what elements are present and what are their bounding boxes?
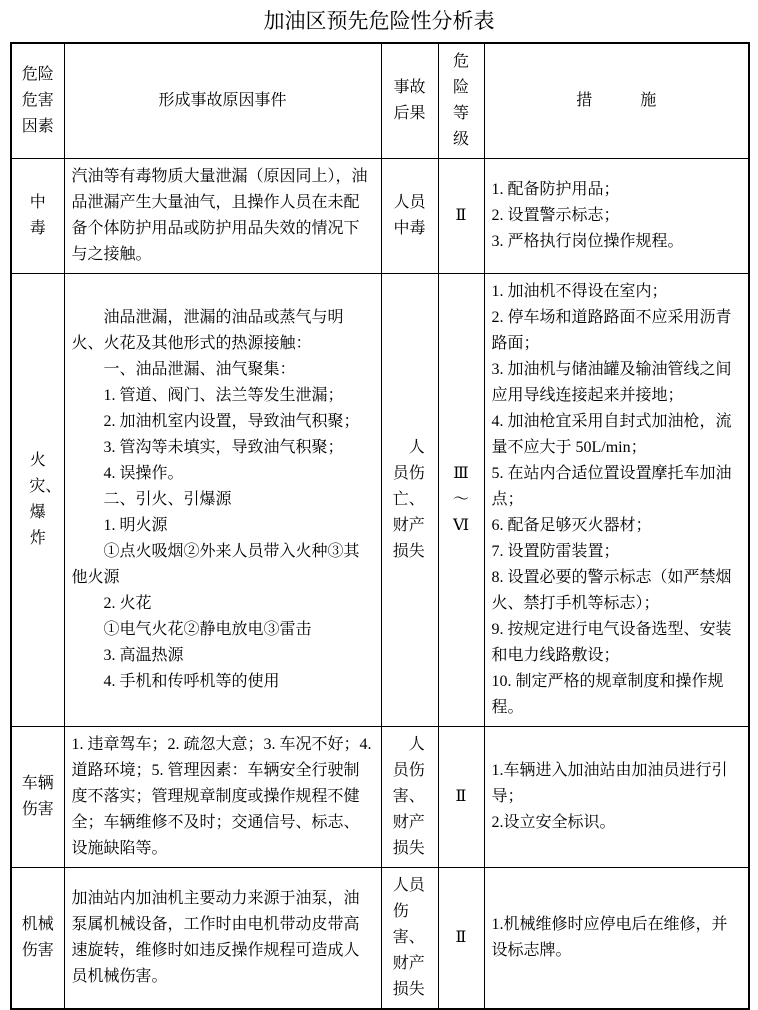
consequence-text: 人员伤害、财产损失 — [392, 877, 425, 998]
paragraph: 4. 加油枪宜采用自封式加油枪，流量不应大于 50L/min； — [491, 413, 732, 456]
paragraph: 7. 设置防雷装置； — [491, 543, 620, 560]
consequence-text: 人员中毒 — [393, 194, 426, 237]
paragraph: ①电气火花②静电放电③雷击 — [103, 621, 312, 638]
header-measures-label: 措 施 — [576, 92, 657, 109]
cause-cell — [64, 868, 381, 1010]
paragraph: 1. 加油机不得设在室内； — [491, 283, 668, 300]
consequence-text: 人员伤亡、财产损失 — [392, 439, 425, 560]
cause-cell — [64, 159, 381, 274]
paragraph: 10. 制定严格的规章制度和操作规程。 — [491, 673, 724, 716]
paragraph: 3. 严格执行岗位操作规程。 — [491, 233, 684, 250]
paragraph: 油品泄漏，泄漏的油品或蒸气与明火、火花及其他形式的热源接触： — [71, 309, 344, 352]
paragraph: 4. 手机和传呼机等的使用 — [103, 673, 280, 690]
paragraph: 1. 管道、阀门、法兰等发生泄漏； — [103, 387, 344, 404]
header-cause-label: 形成事故原因事件 — [158, 92, 287, 109]
level-cell — [438, 274, 484, 727]
table-row-vehicle-injury — [11, 727, 749, 868]
paragraph: 8. 设置必要的警示标志（如严禁烟火、禁打手机等标志）； — [491, 569, 732, 612]
paragraph: 1. 配备防护用品； — [491, 181, 620, 198]
paragraph: 1.机械维修时应停电后在维修，并设标志牌。 — [491, 916, 728, 959]
level-cell — [438, 727, 484, 868]
factor-cell — [11, 727, 64, 868]
paragraph: 2. 设置警示标志； — [491, 207, 620, 224]
paragraph: ①点火吸烟②外来人员带入火种③其他火源 — [71, 543, 360, 586]
table-row-fire-explosion — [11, 274, 749, 727]
factor-label: 车辆伤害 — [21, 775, 54, 818]
paragraph: 5. 在站内合适位置设置摩托车加油点； — [491, 465, 732, 508]
factor-label: 火灾、爆炸 — [29, 452, 62, 547]
header-cell-level — [438, 43, 484, 159]
paragraph: 2. 停车场和道路路面不应采用沥青路面； — [491, 309, 732, 352]
paragraph: 9. 按规定进行电气设备选型、安装和电力线路敷设； — [491, 621, 732, 664]
header-factor-label: 危险危害因素 — [21, 66, 54, 135]
factor-label: 机械伤害 — [21, 916, 54, 959]
level-text: Ⅲ～Ⅵ — [452, 465, 470, 534]
page-title: 加油区预先危险性分析表 — [263, 9, 495, 33]
table-row-mechanical-injury — [11, 868, 749, 1010]
paragraph: 二、引火、引爆源 — [103, 491, 232, 508]
header-cell-cause — [64, 43, 381, 159]
consequence-cell — [381, 868, 438, 1010]
cause-cell — [64, 274, 381, 727]
header-cell-factor — [11, 43, 64, 159]
level-cell — [438, 868, 484, 1010]
paragraph: 加油站内加油机主要动力来源于油泵，油泵属机械设备，工作时由电机带动皮带高速旋转，维修时如违反操作规程可造成人员机械伤害。 — [71, 890, 360, 985]
cause-cell — [64, 727, 381, 868]
measures-cell — [484, 159, 749, 274]
level-text: Ⅱ — [455, 788, 467, 805]
paragraph: 1. 明火源 — [103, 517, 168, 534]
consequence-cell — [381, 727, 438, 868]
paragraph: 2. 火花 — [103, 595, 152, 612]
paragraph: 汽油等有毒物质大量泄漏（原因同上），油品泄漏产生大量油气，且操作人员在未配备个体防护用品或防护用品失效的情况下与之接触。 — [71, 168, 368, 263]
paragraph: 1. 违章驾车；2. 疏忽大意；3. 车况不好；4. 道路环境；5. 管理因素：车辆安全行驶制度不落实；管理规章制度或操作规程不健全；车辆维修不及时；交通信号、标志、设施缺陷等。 — [71, 736, 372, 857]
paragraph: 3. 高温热源 — [103, 647, 184, 664]
paragraph: 4. 误操作。 — [103, 465, 184, 482]
consequence-text: 人员伤害、财产损失 — [392, 736, 425, 857]
paragraph: 2.设立安全标识。 — [491, 814, 616, 831]
measures-cell — [484, 727, 749, 868]
factor-label: 中毒 — [29, 194, 46, 237]
paragraph: 2. 加油机室内设置，导致油气积聚； — [103, 413, 360, 430]
factor-cell — [11, 274, 64, 727]
paragraph: 一、油品泄漏、油气聚集： — [103, 361, 296, 378]
level-text: Ⅱ — [455, 207, 467, 224]
measures-cell — [484, 868, 749, 1010]
paragraph: 6. 配备足够灭火器材； — [491, 517, 652, 534]
table-header-row — [11, 43, 749, 159]
factor-cell — [11, 159, 64, 274]
header-cell-consequence — [381, 43, 438, 159]
header-consequence-label: 事故后果 — [393, 79, 426, 122]
factor-cell — [11, 868, 64, 1010]
measures-cell — [484, 274, 749, 727]
hazard-analysis-table — [10, 42, 750, 1010]
table-row-poisoning — [11, 159, 749, 274]
header-level-label: 危险等级 — [452, 53, 469, 148]
consequence-cell — [381, 274, 438, 727]
level-cell — [438, 159, 484, 274]
level-text: Ⅱ — [455, 929, 467, 946]
header-cell-measures — [484, 43, 749, 159]
paragraph: 3. 管沟等未填实，导致油气积聚； — [103, 439, 344, 456]
consequence-cell — [381, 159, 438, 274]
paragraph: 3. 加油机与储油罐及输油管线之间应用导线连接起来并接地； — [491, 361, 732, 404]
paragraph: 1.车辆进入加油站由加油员进行引导； — [491, 762, 728, 805]
